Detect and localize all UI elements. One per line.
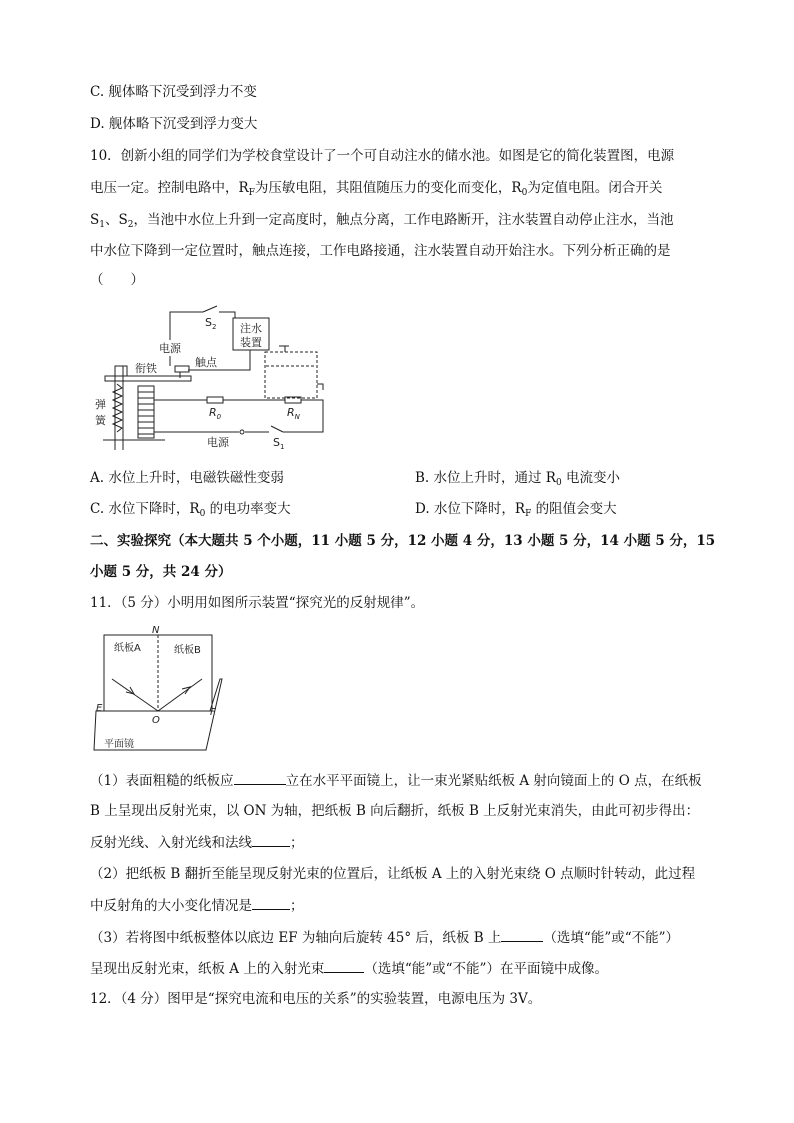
point-e-label: E: [96, 703, 103, 714]
armature-label: 衔铁: [135, 362, 157, 375]
answer-blank-2[interactable]: [252, 832, 290, 847]
q10-answer-paren: （ ）: [90, 272, 144, 288]
q11-part1-line2: B 上呈现出反射光束，以 ON 为轴，把纸板 B 向后翻折，纸板 B 上反射光束消失，由此可初步得出：: [90, 803, 700, 819]
answer-blank-4[interactable]: [501, 927, 543, 942]
section2-heading-line2: 小题 5 分，共 24 分）: [90, 564, 232, 580]
q12-title: 12．（4 分）图甲是“探究电流和电压的关系”的实验装置，电源电压为 3V。: [90, 991, 542, 1007]
q9-option-d: D. 舰体略下沉受到浮力变大: [90, 116, 258, 132]
power-bottom-label: 电源: [207, 436, 229, 449]
rn-label: $R_N$: [287, 406, 300, 421]
q10-option-a: A. 水位上升时，电磁铁磁性变弱: [90, 470, 284, 486]
contact-label: 触点: [195, 356, 217, 369]
q11-part3-line2: 呈现出反射光束，纸板 A 上的入射光束 （选填“能”或“不能”）在平面镜中成像。: [90, 958, 608, 979]
mirror-label: 平面镜: [104, 739, 134, 750]
answer-blank-3[interactable]: [252, 895, 290, 910]
spring-label-2: 簧: [95, 414, 106, 427]
board-b-label: 纸板B: [174, 645, 201, 656]
power-top-label: 电源: [159, 342, 181, 355]
q10-stem-line3: $S_1$、$S_2$，当池中水位上升到一定高度时，触点分离，工作电路断开，注水装置自动停止注水，当池: [90, 212, 674, 230]
q10-stem-line1: 10．创新小组的同学们为学校食堂设计了一个可自动注水的储水池。如图是它的简化装置图，电源: [90, 148, 675, 164]
s2-label: $S_2$: [205, 316, 217, 331]
answer-blank-5[interactable]: [324, 958, 364, 973]
water-device-label-2: 装置: [240, 336, 262, 349]
q11-part3-line1: （3）若将图中纸板整体以底边 EF 为轴向后旋转 45° 后，纸板 B 上 （选填“能”或“不能”）: [90, 927, 679, 948]
q11-part2-line2: 中反射角的大小变化情况是 ；: [90, 895, 304, 916]
section2-heading-line1: 二、实验探究（本大题共 5 个小题，11 小题 5 分，12 小题 4 分，13 小题 5 分，14 小题 5 分，15: [90, 533, 716, 549]
q11-title: 11．（5 分）小明用如图所示装置“探究光的反射规律”。: [90, 595, 425, 611]
light-reflection-diagram: [90, 625, 225, 755]
q10-stem-line4: 中水位下降到一定位置时，触点连接，工作电路接通，注水装置自动开始注水。下列分析正确的是: [90, 243, 671, 259]
q10-option-c: C. 水位下降时，$R_0$ 的电功率变大: [90, 501, 291, 519]
q11-part1-line1: （1）表面粗糙的纸板应 立在水平平面镜上，让一束光紧贴纸板 A 射向镜面上的 O 点，在纸板: [90, 770, 702, 791]
water-tank-circuit-diagram: [95, 300, 335, 450]
q11-part1-line3: 反射光线、入射光线和法线 ；: [90, 832, 304, 853]
normal-n-label: N: [152, 625, 160, 636]
q9-option-c: C. 舰体略下沉受到浮力不变: [90, 84, 257, 100]
q10-stem-line2: 电压一定。控制电路中，$R_F$为压敏电阻，其阻值随压力的变化而变化，$R_0$为定值电阻。闭合开关: [90, 180, 663, 198]
q10-option-d: D. 水位下降时，$R_F$ 的阻值会变大: [415, 501, 617, 519]
r0-label: $R_0$: [209, 406, 222, 421]
point-o-label: O: [152, 715, 160, 726]
point-f-label: F: [210, 707, 216, 718]
board-a-label: 纸板A: [114, 643, 141, 654]
q10-option-b: B. 水位上升时，通过 $R_0$ 电流变小: [415, 470, 620, 488]
q11-part2-line1: （2）把纸板 B 翻折至能呈现反射光束的位置后，让纸板 A 上的入射光束绕 O 点顺时针转动，此过程: [90, 866, 696, 882]
water-device-label-1: 注水: [240, 322, 262, 335]
spring-label-1: 弹: [95, 398, 106, 411]
s1-label: $S_1$: [273, 436, 285, 450]
answer-blank-1[interactable]: [234, 770, 286, 785]
